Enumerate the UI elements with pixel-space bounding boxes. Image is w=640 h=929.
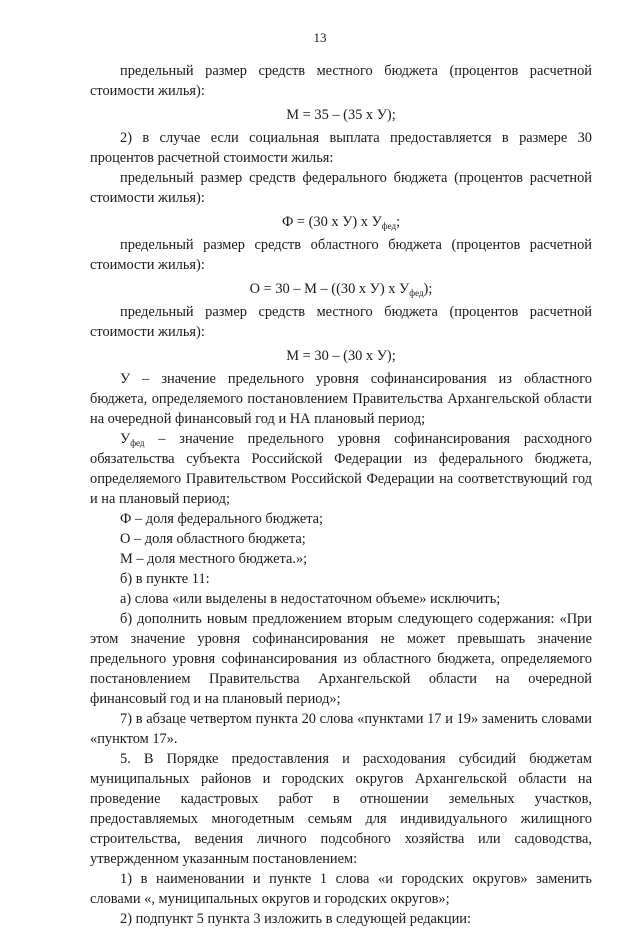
formula: М = 30 – (30 х У); [286,348,396,364]
paragraph: 5. В Порядке предоставления и расходования субсидий бюджетам муниципальных районов и городских округов Архангельской области на проведение кадастровых работ в отношении земельных участков, предоставляемых многодетным семьям для индивидуального жилищного строительства, ведения личного подсобного хозяйства или садоводства, утвержденном указанным постановлением: [90,751,592,867]
paragraph: Ф – доля федерального бюджета; [120,511,324,527]
paragraph: предельный размер средств местного бюджета (процентов расчетной стоимости жилья): [90,304,592,340]
paragraph: У – значение предельного уровня софинансирования из областного бюджета, определяемого постановлением Правительства Архангельской области на очередной финансовый год и НА плановый период; [90,371,592,427]
page-number: 13 [313,30,327,45]
paragraph: б) дополнить новым предложением вторым следующего содержания: «При этом значение уровня софинансирования не может превышать значение предельного уровня софинансирования из областного бюджета, определяемого постановлением Правительства Архангельской области на очередной финансовый год и на плановый период»; [90,611,592,707]
paragraph: 1) в наименовании и пункте 1 слова «и городских округов» заменить словами «, муниципальных округов и городских округов»; [90,871,592,907]
paragraph: предельный размер средств областного бюджета (процентов расчетной стоимости жилья): [90,237,592,273]
paragraph: б) в пункте 11: [120,571,210,587]
paragraph: О – доля областного бюджета; [120,531,306,547]
paragraph: 2) подпункт 5 пункта 3 изложить в следующей редакции: [120,911,471,927]
formula: О = 30 – М – ((30 х У) х $У_{фед}$); [249,281,433,298]
paragraph: 2) в случае если социальная выплата предоставляется в размере 30 процентов расчетной стоимости жилья: [90,130,592,166]
paragraph: предельный размер средств местного бюджета (процентов расчетной стоимости жилья): [90,63,592,99]
formula: Ф = (30 х У) х $У_{фед}$; [281,214,401,231]
formula: М = 35 – (35 х У); [286,107,396,123]
paragraph: 7) в абзаце четвертом пункта 20 слова «пунктами 17 и 19» заменить словами «пунктом 17». [90,711,592,747]
document-body [90,61,592,929]
paragraph: а) слова «или выделены в недостаточном объеме» исключить; [120,591,501,607]
paragraph: М – доля местного бюджета.»; [120,551,308,567]
paragraph: предельный размер средств федерального бюджета (процентов расчетной стоимости жилья): [90,170,592,206]
paragraph: $У_{фед}$ – значение предельного уровня софинансирования расходного обязательства субъекта Российской Федерации из федерального бюджета, определяемого Правительством Российской Федерации на соответствующий год и на плановый период; [90,431,592,507]
